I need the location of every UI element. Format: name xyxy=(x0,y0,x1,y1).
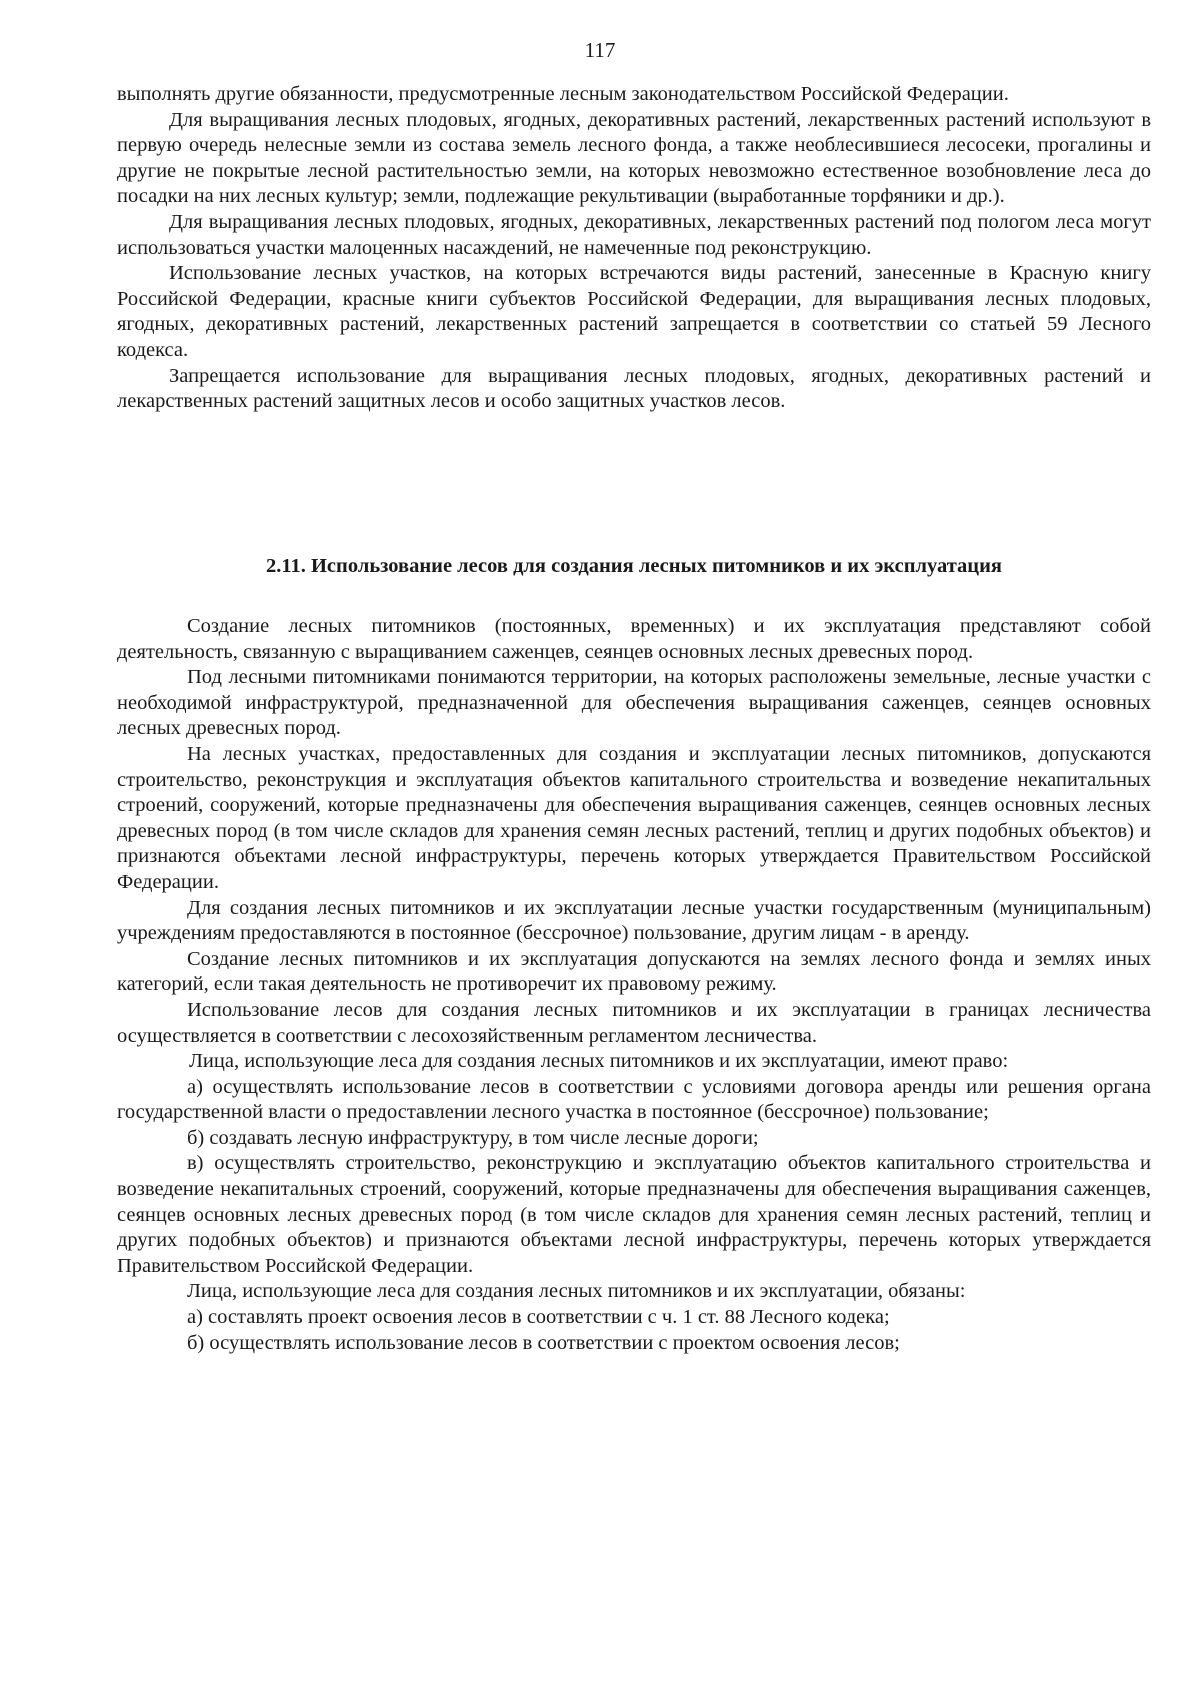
paragraph: Запрещается использование для выращивания лесных плодовых, ягодных, декоративных растений и лекарственных растений защитных лесов и особо защитных участков лесов. xyxy=(117,364,1151,413)
paragraph: На лесных участках, предоставленных для создания и эксплуатации лесных питомников, допускаются строительство, реконструкция и эксплуатация объектов капитального строительства и возведение некапитальных строений, сооружений, которые предназначены для обеспечения выращивания саженцев, сеянцев основных лесных древесных пород (в том числе складов для хранения семян лесных растений, теплиц и других подобных объектов) и признаются объектами лесной инфраструктуры, перечень которых утверждается Правительством Российской Федерации. xyxy=(117,742,1151,893)
page-number: 117 xyxy=(584,38,616,62)
text-block-before-section xyxy=(117,82,1151,415)
list-item: в) осуществлять строительство, реконструкцию и эксплуатацию объектов капитального строительства и возведение некапитальных строений, сооружений, которые предназначены для обеспечения выращивания саженцев, сеянцев основных лесных древесных пород (в том числе складов для хранения семян лесных растений, теплиц и других подобных объектов) и признаются объектами лесной инфраструктуры, перечень которых утверждается Правительством Российской Федерации. xyxy=(117,1152,1151,1277)
paragraph: Для создания лесных питомников и их эксплуатации лесные участки государственным (муниципальным) учреждениям предоставляются в постоянное (бессрочное) пользование, другим лицам - в аренду. xyxy=(117,896,1151,945)
paragraph: Для выращивания лесных плодовых, ягодных, декоративных растений, лекарственных растений используют в первую очередь нелесные земли из состава земель лесного фонда, а также необлесившиеся лесосеки, прогалины и другие не покрытые лесной растительностью земли, на которых невозможно естественное возобновление леса до посадки на них лесных культур; земли, подлежащие рекультивации (выработанные торфяники и др.). xyxy=(117,108,1151,208)
paragraph: Использование лесных участков, на которых встречаются виды растений, занесенные в Красную книгу Российской Федерации, красные книги субъектов Российской Федерации, для выращивания лесных плодовых, ягодных, декоративных растений, лекарственных растений запрещается в соответствии со статьей 59 Лесного кодекса. xyxy=(117,262,1151,361)
paragraph: Создание лесных питомников (постоянных, временных) и их эксплуатация представляют собой деятельность, связанную с выращиванием саженцев, сеянцев основных лесных древесных пород. xyxy=(117,615,1151,663)
paragraph: Для выращивания лесных плодовых, ягодных, декоративных, лекарственных растений под пологом леса могут использоваться участки малоценных насаждений, не намеченные под реконструкцию. xyxy=(117,210,1151,259)
list-item: а) осуществлять использование лесов в соответствии с условиями договора аренды или решения органа государственной власти о предоставлении лесного участка в постоянное (бессрочное) пользование; xyxy=(117,1075,1151,1124)
paragraph: Лица, использующие леса для создания лесных питомников и их эксплуатации, обязаны: xyxy=(187,1280,966,1303)
paragraph: Создание лесных питомников и их эксплуатация допускаются на землях лесного фонда и землях иных категорий, если такая деятельность не противоречит их правовому режиму. xyxy=(117,947,1151,996)
paragraph: Использование лесов для создания лесных питомников и их эксплуатации в границах лесничества осуществляется в соответствии с лесохозяйственным регламентом лесничества. xyxy=(117,998,1151,1047)
section-heading: 2.11. Использование лесов для создания лесных питомников и их эксплуатация xyxy=(265,555,1002,577)
list-item: а) составлять проект освоения лесов в соответствии с ч. 1 ст. 88 Лесного кодека; xyxy=(187,1306,890,1329)
list-item: б) создавать лесную инфраструктуру, в том числе лесные дороги; xyxy=(187,1126,759,1149)
paragraph: Под лесными питомниками понимаются территории, на которых расположены земельные, лесные участки с необходимой инфраструктурой, предназначенной для обеспечения выращивания саженцев, сеянцев основных лесных древесных пород. xyxy=(117,666,1151,740)
list-item: б) осуществлять использование лесов в соответствии с проектом освоения лесов; xyxy=(187,1331,900,1354)
text-block-section-body xyxy=(117,614,1151,1356)
paragraph: Лица, использующие леса для создания лесных питомников и их эксплуатации, имеют право: xyxy=(189,1050,1009,1073)
paragraph: выполнять другие обязанности, предусмотренные лесным законодательством Российской Федерации. xyxy=(117,83,1009,105)
